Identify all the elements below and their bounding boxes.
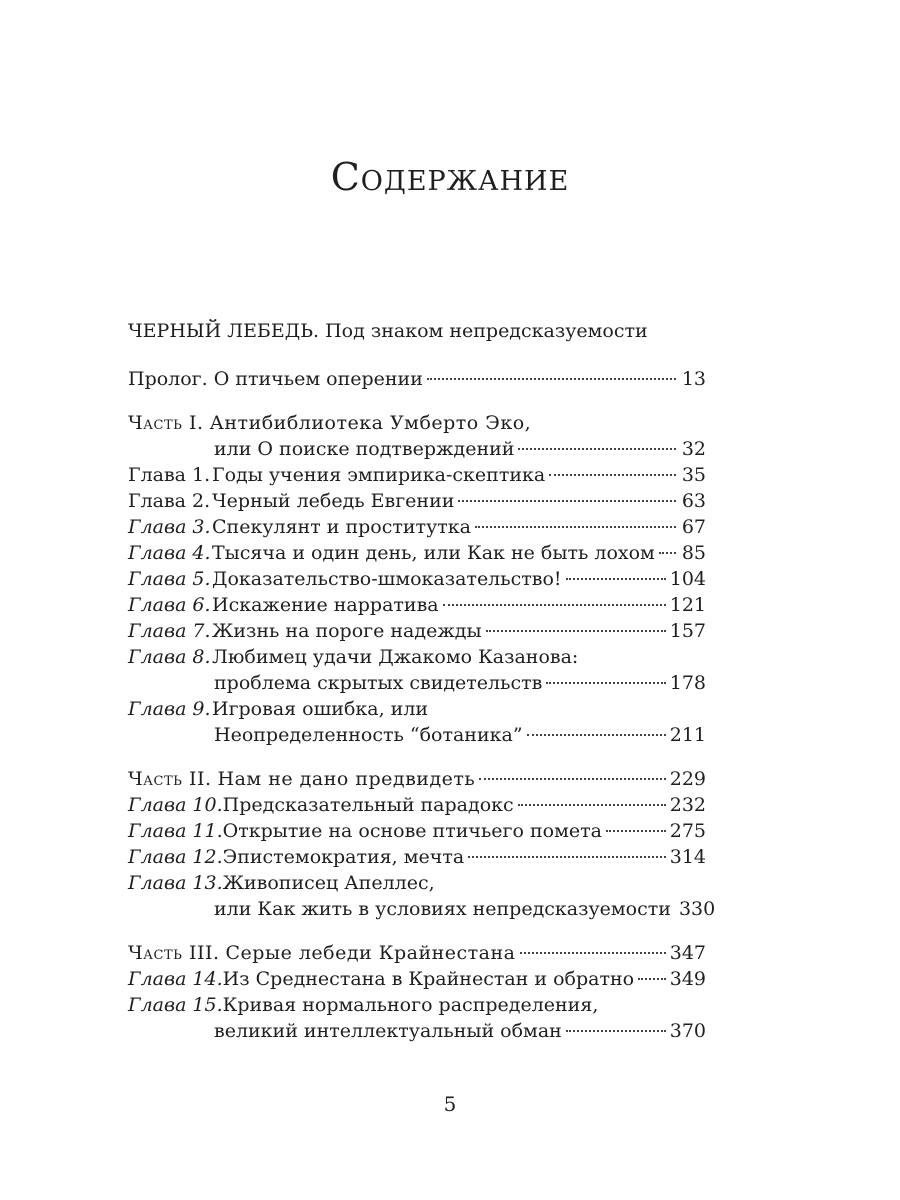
toc-entry-chapter-15[interactable] [128,992,706,1018]
book-subtitle: ЧЕРНЫЙ ЛЕБЕДЬ. Под знаком непредсказуемости [128,320,648,342]
toc-page-number: 104 [669,568,706,590]
toc-entry-chapter-15-cont[interactable] [128,1018,706,1044]
toc-page-number: 229 [669,768,706,790]
chapter-title: Кривая нормального распределения, [222,994,599,1016]
leader-dots [638,977,666,980]
chapter-prefix: Глава 13. [128,872,223,894]
toc-entry-chapter-11[interactable] [128,818,706,844]
toc-entry-chapter-13[interactable] [128,870,706,896]
toc-entry-chapter-7[interactable] [128,618,706,644]
part-prefix: Часть I. [128,412,204,434]
page-title: Содержание [330,155,570,200]
toc-page-number: 370 [669,1020,706,1042]
chapter-prefix: Глава 5. [128,568,211,590]
part-prefix: Часть III. [128,942,220,964]
toc-page-number: 211 [669,724,706,746]
toc-page-number: 232 [669,794,706,816]
toc-page-number: 178 [669,672,706,694]
chapter-title: Предсказательный парадокс [222,794,514,816]
chapter-prefix: Глава 6. [128,594,211,616]
chapter-title-continued: великий интеллектуальный обман [214,1020,562,1042]
part-prefix: Часть II. [128,768,212,790]
chapter-title: Эпистемократия, мечта [222,846,465,868]
chapter-prefix: Глава 4. [128,542,211,564]
toc-entry-chapter-12[interactable] [128,844,706,870]
toc-entry-label: Пролог. О птичьем оперении [128,368,423,390]
toc-entry-prologue[interactable] [128,366,706,392]
toc-page-number: 63 [681,490,706,512]
toc-entry-chapter-5[interactable] [128,566,706,592]
toc-page-number: 275 [669,820,706,842]
toc-entry-chapter-13-cont[interactable] [128,896,716,922]
toc-entry-chapter-9-cont[interactable] [128,722,706,748]
chapter-title: Спекулянт и проститутка [212,516,471,538]
toc-page-number: 121 [669,594,706,616]
chapter-prefix: Глава 1. [128,464,211,486]
leader-dots [468,855,666,858]
chapter-title: Черный лебедь Евгении [212,490,455,512]
toc-entry-part-2[interactable] [128,766,706,792]
leader-dots [566,577,666,580]
toc-entry-chapter-9[interactable] [128,696,706,722]
toc-entry-chapter-8-cont[interactable] [128,670,706,696]
chapter-prefix: Глава 11. [128,820,223,842]
chapter-prefix: Глава 2. [128,490,211,512]
leader-dots [475,525,676,528]
chapter-title: Из Среднестана в Крайнестан и обратно [222,968,635,990]
toc-page-number: 32 [681,438,706,460]
chapter-prefix: Глава 14. [128,968,223,990]
toc-page-number: 330 [678,898,716,920]
toc-page-number: 314 [669,846,706,868]
leader-dots [546,681,665,684]
chapter-title: Открытие на основе птичьего помета [222,820,602,842]
leader-dots [659,551,676,554]
toc-page-number: 67 [681,516,706,538]
toc-page-number: 349 [669,968,706,990]
toc-entry-part-3[interactable] [128,940,706,966]
part-title: Нам не дано предвидеть [217,768,476,790]
leader-dots [566,1029,666,1032]
chapter-prefix: Глава 9. [128,698,211,720]
leader-dots [518,447,676,450]
chapter-title: Доказательство-шмоказательство! [212,568,562,590]
leader-dots [606,829,666,832]
toc-page-number: 35 [681,464,706,486]
chapter-title: Жизнь на пороге надежды [212,620,482,642]
toc-entry-chapter-14[interactable] [128,966,706,992]
toc-page-number: 85 [681,542,706,564]
chapter-title: Любимец удачи Джакомо Казанова: [212,646,579,668]
chapter-prefix: Глава 8. [128,646,211,668]
leader-dots [479,777,665,780]
toc-entry-chapter-3[interactable] [128,514,706,540]
leader-dots [549,473,676,476]
part-title: Серые лебеди Крайнестана [225,942,516,964]
chapter-prefix: Глава 3. [128,516,211,538]
page-number: 5 [443,1092,457,1116]
chapter-prefix: Глава 10. [128,794,223,816]
leader-dots [518,803,666,806]
chapter-title: Годы учения эмпирика-скептика [212,464,546,486]
chapter-prefix: Глава 15. [128,994,223,1016]
chapter-prefix: Глава 7. [128,620,211,642]
toc-page-number: 13 [681,368,706,390]
leader-dots [458,499,676,502]
chapter-title: Игровая ошибка, или [212,698,429,720]
toc-entry-part-1-cont[interactable] [128,436,706,462]
leader-dots [527,733,666,736]
part-title: Антибиблиотека Умберто Эко, [209,412,532,434]
leader-dots [443,603,666,606]
toc-entry-chapter-1[interactable] [128,462,706,488]
leader-dots [486,629,666,632]
toc-entry-chapter-2[interactable] [128,488,706,514]
toc-entry-chapter-6[interactable] [128,592,706,618]
toc-entry-chapter-4[interactable] [128,540,706,566]
chapter-title-continued: проблема скрытых свидетельств [214,672,543,694]
toc-page-number: 347 [669,942,706,964]
leader-dots [520,951,666,954]
part-title-continued: или О поиске подтверждений [214,438,515,460]
toc-entry-chapter-10[interactable] [128,792,706,818]
toc-page-number: 157 [669,620,706,642]
chapter-title-continued: Неопределенность “ботаника” [214,724,523,746]
table-of-contents [128,366,716,1044]
toc-entry-chapter-8[interactable] [128,644,706,670]
toc-entry-part-1[interactable] [128,410,706,436]
chapter-prefix: Глава 12. [128,846,223,868]
chapter-title-continued: или Как жить в условиях непредсказуемости [214,898,671,920]
leader-dots [427,377,676,380]
chapter-title: Тысяча и один день, или Как не быть лохом [212,542,655,564]
chapter-title: Искажение нарратива [212,594,439,616]
chapter-title: Живописец Апеллес, [222,872,435,894]
